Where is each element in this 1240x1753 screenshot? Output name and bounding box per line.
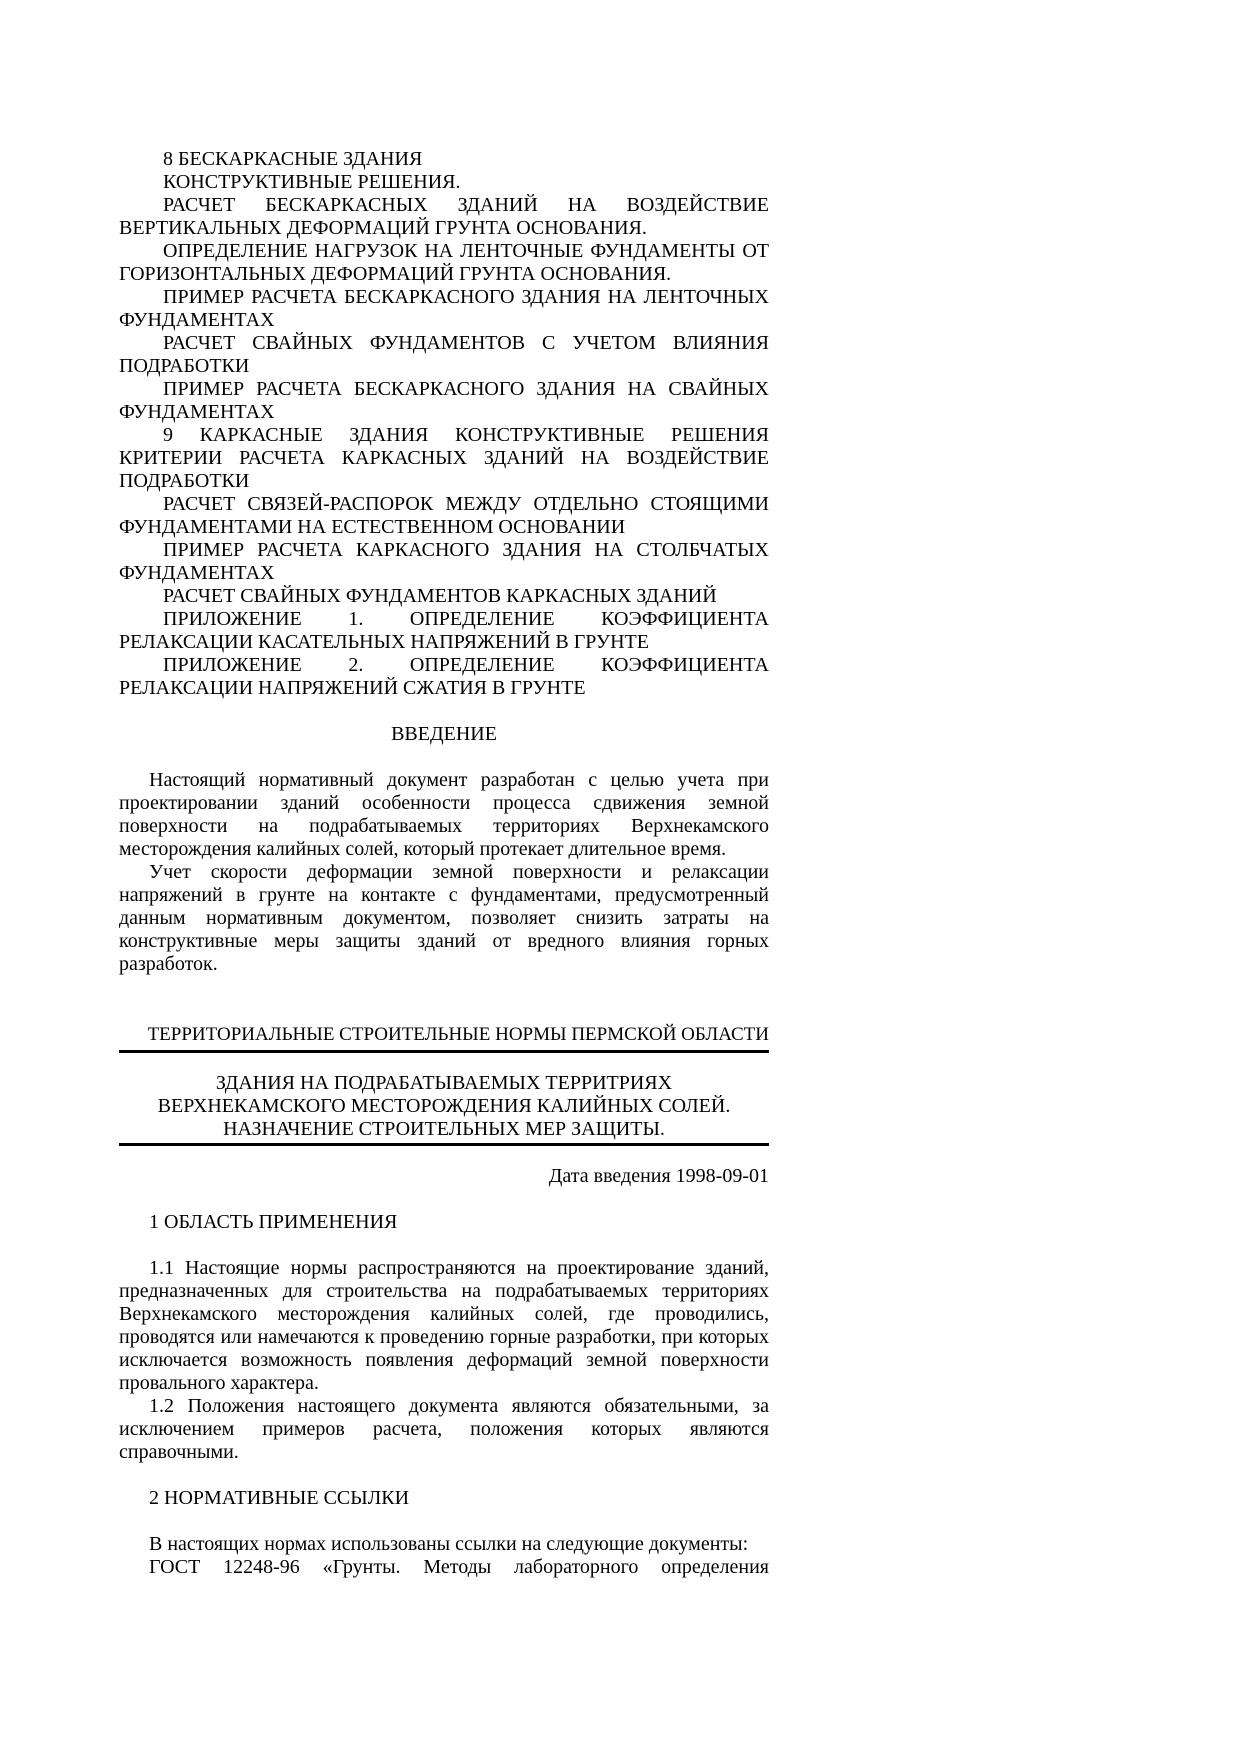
toc-item: 9 КАРКАСНЫЕ ЗДАНИЯ КОНСТРУКТИВНЫЕ РЕШЕНИЯ КРИТЕРИИ РАСЧЕТА КАРКАСНЫХ ЗДАНИЙ НА ВОЗДЕЙСТВИЕ ПОДРАБОТКИ bbox=[119, 424, 769, 492]
toc-item: ПРИМЕР РАСЧЕТА БЕСКАРКАСНОГО ЗДАНИЯ НА ЛЕНТОЧНЫХ ФУНДАМЕНТАХ bbox=[119, 286, 769, 331]
document-title-line: ЗДАНИЯ НА ПОДРАБАТЫВАЕМЫХ ТЕРРИТРИЯХ bbox=[215, 1072, 673, 1094]
document-page bbox=[119, 148, 769, 1579]
toc-item: КОНСТРУКТИВНЫЕ РЕШЕНИЯ. bbox=[163, 171, 461, 193]
toc-item: РАСЧЕТ СВЯЗЕЙ-РАСПОРОК МЕЖДУ ОТДЕЛЬНО СТОЯЩИМИ ФУНДАМЕНТАМИ НА ЕСТЕСТВЕННОМ ОСНОВАНИИ bbox=[119, 493, 769, 538]
document-title-line: НАЗНАЧЕНИЕ СТРОИТЕЛЬНЫХ МЕР ЗАЩИТЫ. bbox=[223, 1118, 665, 1140]
section-heading-references: 2 НОРМАТИВНЫЕ ССЫЛКИ bbox=[149, 1487, 410, 1509]
scope-paragraph: 1.2 Положения настоящего документа являются обязательными, за исключением примеров расчета, положения которых являются справочными. bbox=[119, 1395, 769, 1463]
toc-item: ПРИМЕР РАСЧЕТА БЕСКАРКАСНОГО ЗДАНИЯ НА СВАЙНЫХ ФУНДАМЕНТАХ bbox=[119, 378, 769, 423]
intro-paragraph: Учет скорости деформации земной поверхности и релаксации напряжений в грунте на контакте с фундаментами, предусмотренный данным нормативным документом, позволяет снизить затраты на конструктивные меры защиты зданий от вредного влияния горных разработок. bbox=[119, 861, 769, 975]
toc-item: ПРИЛОЖЕНИЕ 1. ОПРЕДЕЛЕНИЕ КОЭФФИЦИЕНТА РЕЛАКСАЦИИ КАСАТЕЛЬНЫХ НАПРЯЖЕНИЙ В ГРУНТЕ bbox=[119, 608, 769, 653]
section-references-body bbox=[119, 1533, 769, 1579]
toc-item: РАСЧЕТ СВАЙНЫХ ФУНДАМЕНТОВ КАРКАСНЫХ ЗДАНИЙ bbox=[163, 585, 717, 607]
document-title bbox=[119, 1072, 769, 1146]
toc-item: ПРИМЕР РАСЧЕТА КАРКАСНОГО ЗДАНИЯ НА СТОЛБЧАТЫХ ФУНДАМЕНТАХ bbox=[119, 539, 769, 584]
toc-item: 8 БЕСКАРКАСНЫЕ ЗДАНИЯ bbox=[163, 148, 423, 170]
toc-item: РАСЧЕТ БЕСКАРКАСНЫХ ЗДАНИЙ НА ВОЗДЕЙСТВИЕ ВЕРТИКАЛЬНЫХ ДЕФОРМАЦИЙ ГРУНТА ОСНОВАНИЯ. bbox=[119, 194, 769, 239]
scope-paragraph: 1.1 Настоящие нормы распространяются на проектирование зданий, предназначенных для строительства на подрабатываемых территориях Верхнекамского месторождения калийных солей, где проводились, проводятся или намечаются к проведению горные разработки, при которых исключается возможность появления деформаций земной поверхности провального характера. bbox=[119, 1257, 769, 1394]
effective-date: Дата введения 1998-09-01 bbox=[548, 1165, 769, 1187]
document-title-line: ВЕРХНЕКАМСКОГО МЕСТОРОЖДЕНИЯ КАЛИЙНЫХ СОЛЕЙ. bbox=[157, 1095, 731, 1117]
references-paragraph: ГОСТ 12248-96 «Грунты. Методы лабораторного определения bbox=[149, 1556, 769, 1578]
toc-item: РАСЧЕТ СВАЙНЫХ ФУНДАМЕНТОВ С УЧЕТОМ ВЛИЯНИЯ ПОДРАБОТКИ bbox=[119, 332, 769, 377]
section-scope-body bbox=[119, 1257, 769, 1464]
norms-header: ТЕРРИТОРИАЛЬНЫЕ СТРОИТЕЛЬНЫЕ НОРМЫ ПЕРМСКОЙ ОБЛАСТИ bbox=[119, 1023, 769, 1053]
intro-title: ВВЕДЕНИЕ bbox=[391, 723, 497, 745]
section-heading-scope: 1 ОБЛАСТЬ ПРИМЕНЕНИЯ bbox=[149, 1211, 398, 1233]
toc-item: ОПРЕДЕЛЕНИЕ НАГРУЗОК НА ЛЕНТОЧНЫЕ ФУНДАМЕНТЫ ОТ ГОРИЗОНТАЛЬНЫХ ДЕФОРМАЦИЙ ГРУНТА ОСНОВАНИЯ. bbox=[119, 240, 769, 285]
table-of-contents bbox=[119, 148, 769, 700]
intro-section bbox=[119, 769, 769, 976]
references-paragraph: В настоящих нормах использованы ссылки на следующие документы: bbox=[149, 1533, 749, 1555]
toc-item: ПРИЛОЖЕНИЕ 2. ОПРЕДЕЛЕНИЕ КОЭФФИЦИЕНТА РЕЛАКСАЦИИ НАПРЯЖЕНИЙ СЖАТИЯ В ГРУНТЕ bbox=[119, 654, 769, 699]
intro-paragraph: Настоящий нормативный документ разработан с целью учета при проектировании зданий особенности процесса сдвижения земной поверхности на подрабатываемых территориях Верхнекамского месторождения калийных солей, который протекает длительное время. bbox=[119, 769, 769, 860]
